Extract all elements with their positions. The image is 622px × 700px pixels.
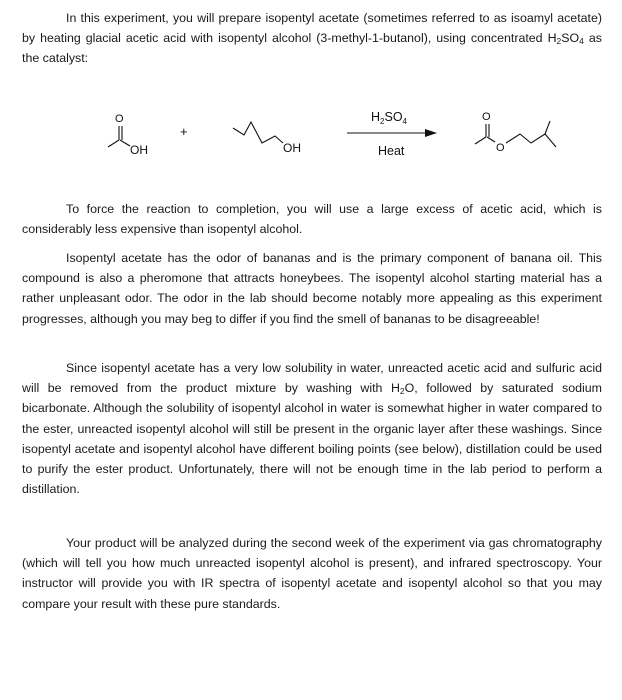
excess-reagent-paragraph: To force the reaction to completion, you will use a large excess of acetic acid, which is considerably less expensive than isopentyl alcohol.	[22, 202, 602, 237]
intro-paragraph	[22, 8, 602, 69]
analysis-paragraph: Your product will be analyzed during the second week of the experiment via gas chromatography (which will tell you how much unreacted isopentyl alcohol is present), and infrared spectroscopy. Your instructor will provide you with IR spectra of isopentyl acetate and isopentyl alcohol so that you may compare your result with these pure standards.	[22, 536, 602, 611]
isopentyl-alcohol-structure	[233, 122, 301, 155]
odor-paragraph: Isopentyl acetate has the odor of bananas and is the primary component of banana oil. This compound is also a pheromone that attracts honeybees. The isopentyl alcohol starting material has a rather unpleasant odor. The odor in the lab should become notably more appealing as this experiment progresses, although you may beg to differ if you find the smell of bananas to be disagreeable!	[22, 251, 602, 326]
arrow-head	[425, 129, 437, 137]
subscript: 2	[399, 386, 405, 397]
subscript: 4	[579, 36, 584, 47]
oxygen-label: O	[115, 113, 124, 125]
acetic-acid-structure	[108, 113, 148, 157]
plus-sign: +	[180, 124, 188, 139]
ester-oxygen-label: O	[496, 142, 505, 154]
intro-text: SO	[561, 31, 580, 46]
bond	[506, 134, 556, 147]
bond	[120, 140, 130, 146]
intro-text: as the catalyst:	[22, 31, 603, 66]
bond	[108, 140, 119, 147]
condition-label: Heat	[378, 144, 405, 158]
isopentyl-acetate-structure	[475, 111, 556, 154]
purification-text: O, followed by saturated sodium bicarbonate. Although the solubility of isopentyl alcohol in water is somewhat higher in water compared to the ester, unreacted isopentyl alcohol will still be present in the organic layer after these washings. Since isopentyl acetate and isopentyl alcohol have different boiling points (see below), distillation could be used to purify the ester product. Unfortunately, there will not be enough time in the lab period to perform a distillation.	[22, 381, 602, 497]
bond	[475, 137, 486, 144]
reaction-arrow	[347, 110, 437, 158]
intro-text: In this experiment, you will prepare isopentyl acetate (sometimes referred to as isoamyl acetate) by heating glacial acetic acid with isopentyl alcohol (3-methyl-1-butanol), using concentrated H	[22, 11, 602, 46]
hydroxyl-label: OH	[130, 143, 148, 157]
catalyst-label: $H_2SO_4$	[371, 110, 407, 126]
hydroxyl-label: OH	[283, 141, 301, 155]
bond	[487, 137, 495, 142]
subscript: 2	[556, 36, 562, 47]
bond	[545, 121, 550, 134]
bond	[233, 122, 283, 143]
purification-text: Since isopentyl acetate has a very low solubility in water, unreacted acetic acid and sulfuric acid will be removed from the product mixture by washing with H	[22, 361, 602, 396]
purification-paragraph	[22, 358, 602, 499]
carbonyl-oxygen-label: O	[482, 111, 491, 123]
